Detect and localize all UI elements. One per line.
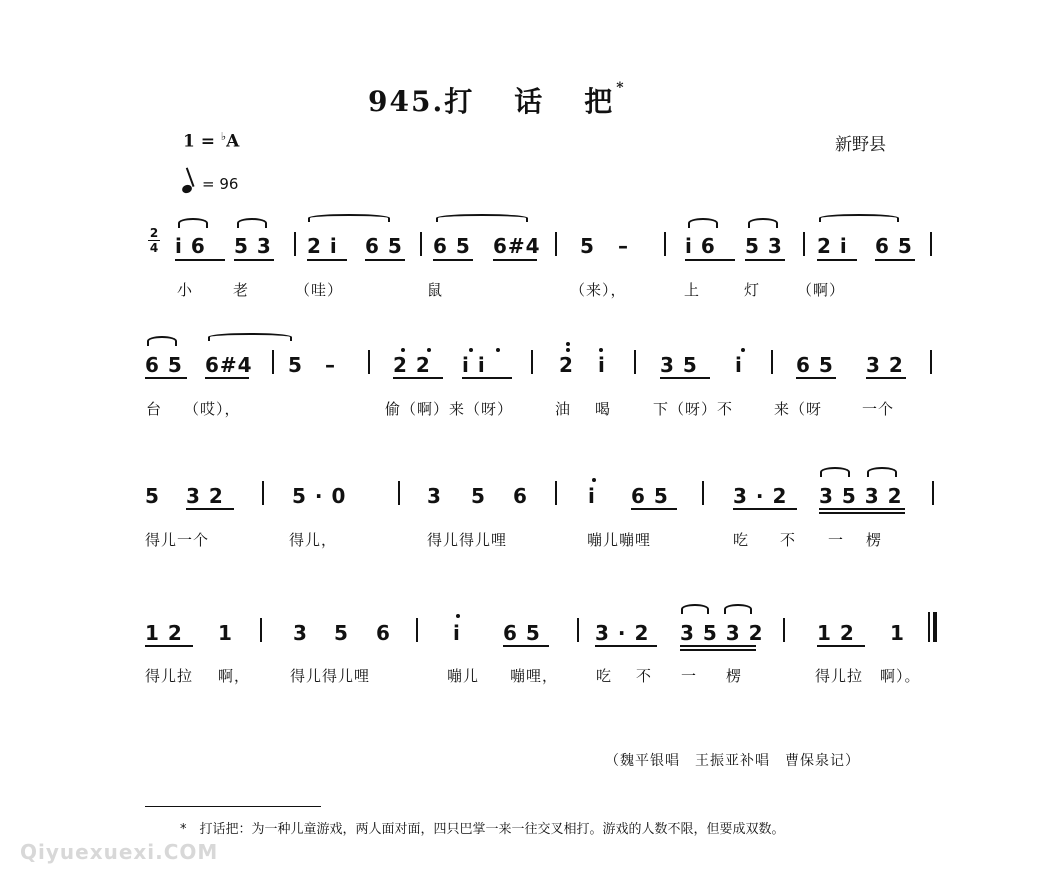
note-group: 6 5 <box>365 234 403 258</box>
note-group: 5 3 <box>234 234 272 258</box>
lyric: 喝 <box>595 400 612 418</box>
note-group: 5 <box>334 621 349 645</box>
note-group: 2 <box>559 353 574 377</box>
lyric: 鼠 <box>427 281 444 299</box>
page-title: 945.打 话 把 * <box>368 80 626 118</box>
note-group: 6 5 <box>796 353 834 377</box>
lyric: 一 <box>828 531 845 549</box>
note-group: 6#4 <box>205 353 253 377</box>
lyric: 嘣哩， <box>510 667 559 685</box>
note-group: 3 5 3 2 <box>680 621 764 645</box>
note-group: 3 2 <box>186 484 224 508</box>
quarter-note-icon <box>181 184 193 195</box>
lyric: （来）， <box>570 281 627 299</box>
lyric: 得儿一个 <box>145 531 210 549</box>
key-signature: 1 = ♭A <box>183 130 240 152</box>
note-group: 3 5 3 2 <box>819 484 903 508</box>
note-group: 6 5 <box>503 621 541 645</box>
lyric: 不 <box>636 667 653 685</box>
note-group: 6 5 <box>875 234 913 258</box>
note-group: 2 2 <box>393 353 431 377</box>
lyric: 楞 <box>726 667 743 685</box>
note-group: i <box>598 353 606 377</box>
note-group: 5 <box>288 353 303 377</box>
lyric: 啊）。 <box>880 667 921 685</box>
time-signature: 2 4 <box>149 226 159 255</box>
note-group: 1 <box>890 621 905 645</box>
note-group: i 6 <box>175 234 206 258</box>
note-group: 1 2 <box>817 621 855 645</box>
note-group: 3 2 <box>866 353 904 377</box>
note-group: 1 <box>218 621 233 645</box>
lyric: 偷（啊）来（呀） <box>385 400 514 418</box>
note-group: 5 · 0 <box>292 484 347 508</box>
note-group: 3 <box>293 621 308 645</box>
note-group: – <box>618 234 629 258</box>
note-group: 6 5 <box>631 484 669 508</box>
footnote-divider <box>145 806 321 807</box>
lyric: 小 <box>177 281 194 299</box>
note-group: i <box>588 484 596 508</box>
lyric: 来（呀 <box>774 400 823 418</box>
region-label: 新野县 <box>835 135 886 155</box>
lyric: 下（呀）不 <box>653 400 734 418</box>
note-group: 6 5 <box>145 353 183 377</box>
lyric: 楞 <box>866 531 883 549</box>
lyric: 啊， <box>218 667 251 685</box>
note-group: 3 <box>427 484 442 508</box>
note-group: 5 3 <box>745 234 783 258</box>
lyric: 嘣儿嘣哩 <box>587 531 652 549</box>
watermark: Qiyuexuexi.COM <box>20 840 219 864</box>
lyric: 上 <box>684 281 701 299</box>
lyric: （哎）， <box>184 400 241 418</box>
tempo-marking: = 96 <box>182 175 238 193</box>
note-group: i <box>735 353 743 377</box>
note-group: 6 5 <box>433 234 471 258</box>
note-group: 2 i <box>817 234 848 258</box>
lyric: 得儿拉 <box>815 667 864 685</box>
note-group: 6 <box>376 621 391 645</box>
footnote: * 打话把：为一种儿童游戏，两人面对面，四只巴掌一来一往交叉相打。游戏的人数不限，但要成双数。 <box>180 822 785 837</box>
note-group: – <box>325 353 336 377</box>
note-group: 3 5 <box>660 353 698 377</box>
lyric: 得儿拉 <box>145 667 194 685</box>
lyric: 得儿得儿哩 <box>427 531 508 549</box>
note-group: 5 <box>471 484 486 508</box>
lyric: 灯 <box>744 281 761 299</box>
lyric: 不 <box>780 531 797 549</box>
lyric: 一个 <box>862 400 895 418</box>
lyric: 台 <box>146 400 163 418</box>
note-group: i 6 <box>685 234 716 258</box>
lyric: 老 <box>233 281 250 299</box>
note-group: 1 2 <box>145 621 183 645</box>
note-group: i i <box>462 353 486 377</box>
lyric: 得儿得儿哩 <box>290 667 371 685</box>
lyric: （啊） <box>797 281 846 299</box>
note-group: 5 <box>145 484 160 508</box>
note-group: 6 <box>513 484 528 508</box>
lyric: 一 <box>681 667 698 685</box>
note-group: 3 · 2 <box>595 621 650 645</box>
note-group: 3 · 2 <box>733 484 788 508</box>
note-group: 5 <box>580 234 595 258</box>
note-group: 2 i <box>307 234 338 258</box>
lyric: 油 <box>555 400 572 418</box>
lyric: 嘣儿 <box>447 667 480 685</box>
lyric: 得儿， <box>289 531 338 549</box>
lyric: 吃 <box>733 531 750 549</box>
credit-line: （魏平银唱 王振亚补唱 曹保泉记） <box>605 753 860 769</box>
note-group: 6#4 <box>493 234 541 258</box>
lyric: 吃 <box>596 667 613 685</box>
note-group: i <box>453 621 461 645</box>
lyric: （哇） <box>295 281 344 299</box>
